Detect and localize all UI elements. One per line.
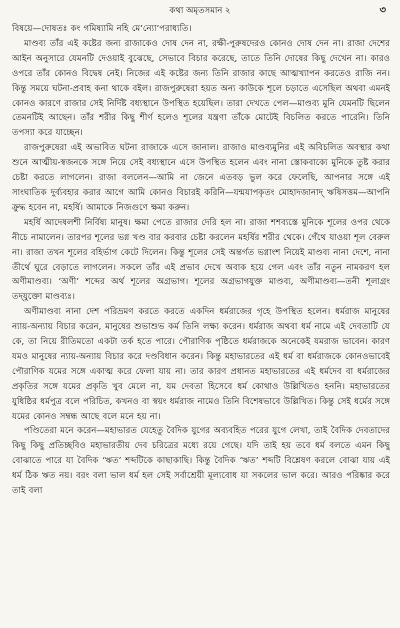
page-number: ৩ [379, 5, 386, 16]
paragraph-dharmaraja: অণীমাণ্ডব্য নানা দেশ পরিভ্রমণ করতে করতে একদিন ধর্মরাজের গৃহে উপস্থিত হলেন। ধর্মরাজ মানুষের ন্যায়-অন্যায় বিচার করেন, মানুষের শুভাশুভ কর্ম তিনি লক্ষ্য করেন। ধর্মরাজ অথবা ধর্ম নামে এই দেবতাটি যে কে, তা নিয়ে রীতিমতো একটা তর্ক হতে পারে। পৌরাণিক পৃষ্ঠিতে ধর্মরাজকে অনেকেই যমরাজ ভাবেন। কারণ যমও মানুষের ন্যায়-অন্যায় বিচার করে দণ্ডবিধান করেন। কিন্তু মহাভারতের এই ধর্ম বা ধর্মরাজকে কোনওভাবেই পৌরাণিক যমের সঙ্গে একাত্ম করে ফেলা যায় না। তার কারণ প্রধানত মহাভারতের এই ধর্মদেব বা ধর্মরাজের প্রকৃতির সঙ্গে যমের প্রকৃতি খুব মেলে না, যম দেবতা হিসেবে ধর্ম কোথাও উল্লিখিতও হননি। মহাভারতের যুধিষ্ঠির ধর্মপুত্র বলে পরিচিত, কখনও বা স্বয়ং ধর্মরাজ নামেও তিনি বিশেষভাবে উল্লিখিত। কিন্তু সেই ধর্মের সঙ্গে যমের কোনও সম্বন্ধ আছে বলে মনে হয় না। [12, 307, 390, 422]
running-title: কথা অমৃতসমান ২ [169, 6, 231, 16]
paragraph-king-apology: রাজপুরুষেরা এই অভাবিত ঘটনা রাজাকে এসে জানাল। রাজাও মাণ্ডব্যমুনির এই অবিচলিত অবস্থার কথা শুনে আত্মীয়-স্বজনকে সঙ্গে নিয়ে সেই বধ্যস্থানে এসে উপস্থিত হলেন এবং নানা স্তোকবাক্যে মুনিকে তুষ্ট করার চেষ্টা করতে লাগলেন। রাজা বললেন—আমি না জেনে এতবড় ভুল করে ফেলেছি, আপনার সঙ্গে এই সাংঘাতিক দুর্ব্যবহার করার আগে আমি কোনও বিচারই করিনি—যন্মযাপকৃতং মোহাদজানাদ্ ঋষিসত্তম—আপনি ক্রুদ্ধ হবেন না, মহর্ষি। আমাকে নিজগুণে ক্ষমা করুন। [12, 143, 390, 213]
page-header [12, 3, 388, 19]
paragraph-mandavya-suffering: মাণ্ডব্য তাঁর এই কষ্টের জন্য রাজাকেও দোষ দেন না, রক্ষী-পুরুষদেরও কোনও দোষ দেন না। রাজা দেশের আইন অনুসারে যেমনটি দেওয়াই বুঝেছে, সেভাবে বিচার করেছে, তাতে তিনি দোষের কিছু দেখেন না। কারও ওপরে তাঁর কোনও বিদ্বেষ নেই। নিজের এই কষ্টের জন্য তিনি রাজার কাছে আত্মখ্যাপন করতেও রাজি নন। কিন্তু সময়ে ঘটনা-প্রবাহ কনা থাকে বইল। রাজপুরুষেরা হয়ত অন্য কাউকে শূলে চড়াতে এসেছিল অথবা এমনই কোনও কারণে রাজার সেই নির্দিষ্ট বধ্যস্থানে উপস্থিত হয়েছিল। তারা দেখতে পেল—মাণ্ডব্য মুনি যেমনটি ছিলেন তেমনটিই আছেন। তাঁর শরীর কিছু শীর্ণ হলেও শূলের যন্ত্রণা তাঁকে মোটেই বিচলিত করতে পারেনি। তিনি তপস্যা করে যাচ্ছেন। [12, 38, 390, 139]
paragraph-animandavya-naming: মহর্ষি আদেষলশী নির্বিষ্য মানুষ। ক্ষমা পেতে রাজার দেরি হল না। রাজা শশব্যস্তে মুনিকে শূলের ওপর থেকে নীচে নামালেন। তারপর শূলের ভগ্ন খণ্ড বার করবার চেষ্টা করলেন মহর্ষির শরীর থেকে। গেঁথে যাওয়া শূল বেরুল না। রাজা তখন শূলের বহির্ভাগ কেটে দিলেন। কিন্তু শূলের সেই অন্তর্গত ভগ্নাংশ নিয়েই মাণ্ডব্য নানা দেশে, নানা তীর্থে ঘুরে বেড়াতে লাগলেন। সকলে তাঁর এই প্রভাব দেখে অবাক হয়ে গেল এবং তাঁর নতুন নামকরণ হল অণীমাণ্ডব্য। ‘অণী’ শব্দের অর্থ শূলের অগ্রভাগ। শূলের অগ্রভাগযুক্ত মাণ্ডব্য, অণীমাণ্ডব্য—তনী শূলাগ্রং তদ্‌যুক্তো মাণ্ডব্যঃ। [12, 217, 390, 303]
paragraph-rta-dharma: পণ্ডিতেরা মনে করেন—মহাভারত যেহেতু বৈদিক যুগের অব্যবহিত পরের যুগে লেখা, তাই বৈদিক দেবতাদের কিছু কিছু প্রতিচ্ছবিও মহাভারতীয় দেব চরিত্রের মধ্যে রয়ে গেছে। যদি তাই হয় তবে ধর্ম বলতে এমন কিছু বোঝাতে পারে যা বৈদিক ‘ঋত’ শব্দটিকে কাছাকাছি। কিন্তু বৈদিক ‘ঋত’ শব্দটি বিশ্লেষণ করলে বোঝা যায় এই ধর্ম ঠিক ঋত নয়। বরং বলা ভাল ধর্ম হল সেই সর্বাশ্রেয়ী মূল্যবোধ যা সকলের ভাল করে। আরও পরিষ্কার করে তাই বলা [12, 426, 390, 497]
paragraph-verse-continuation: বিষয়ে—দোষতঃ কং গমিষ্যামি নহি মে’ন্যো’পরাধ্যতি। [12, 24, 192, 34]
page-body [12, 22, 390, 624]
